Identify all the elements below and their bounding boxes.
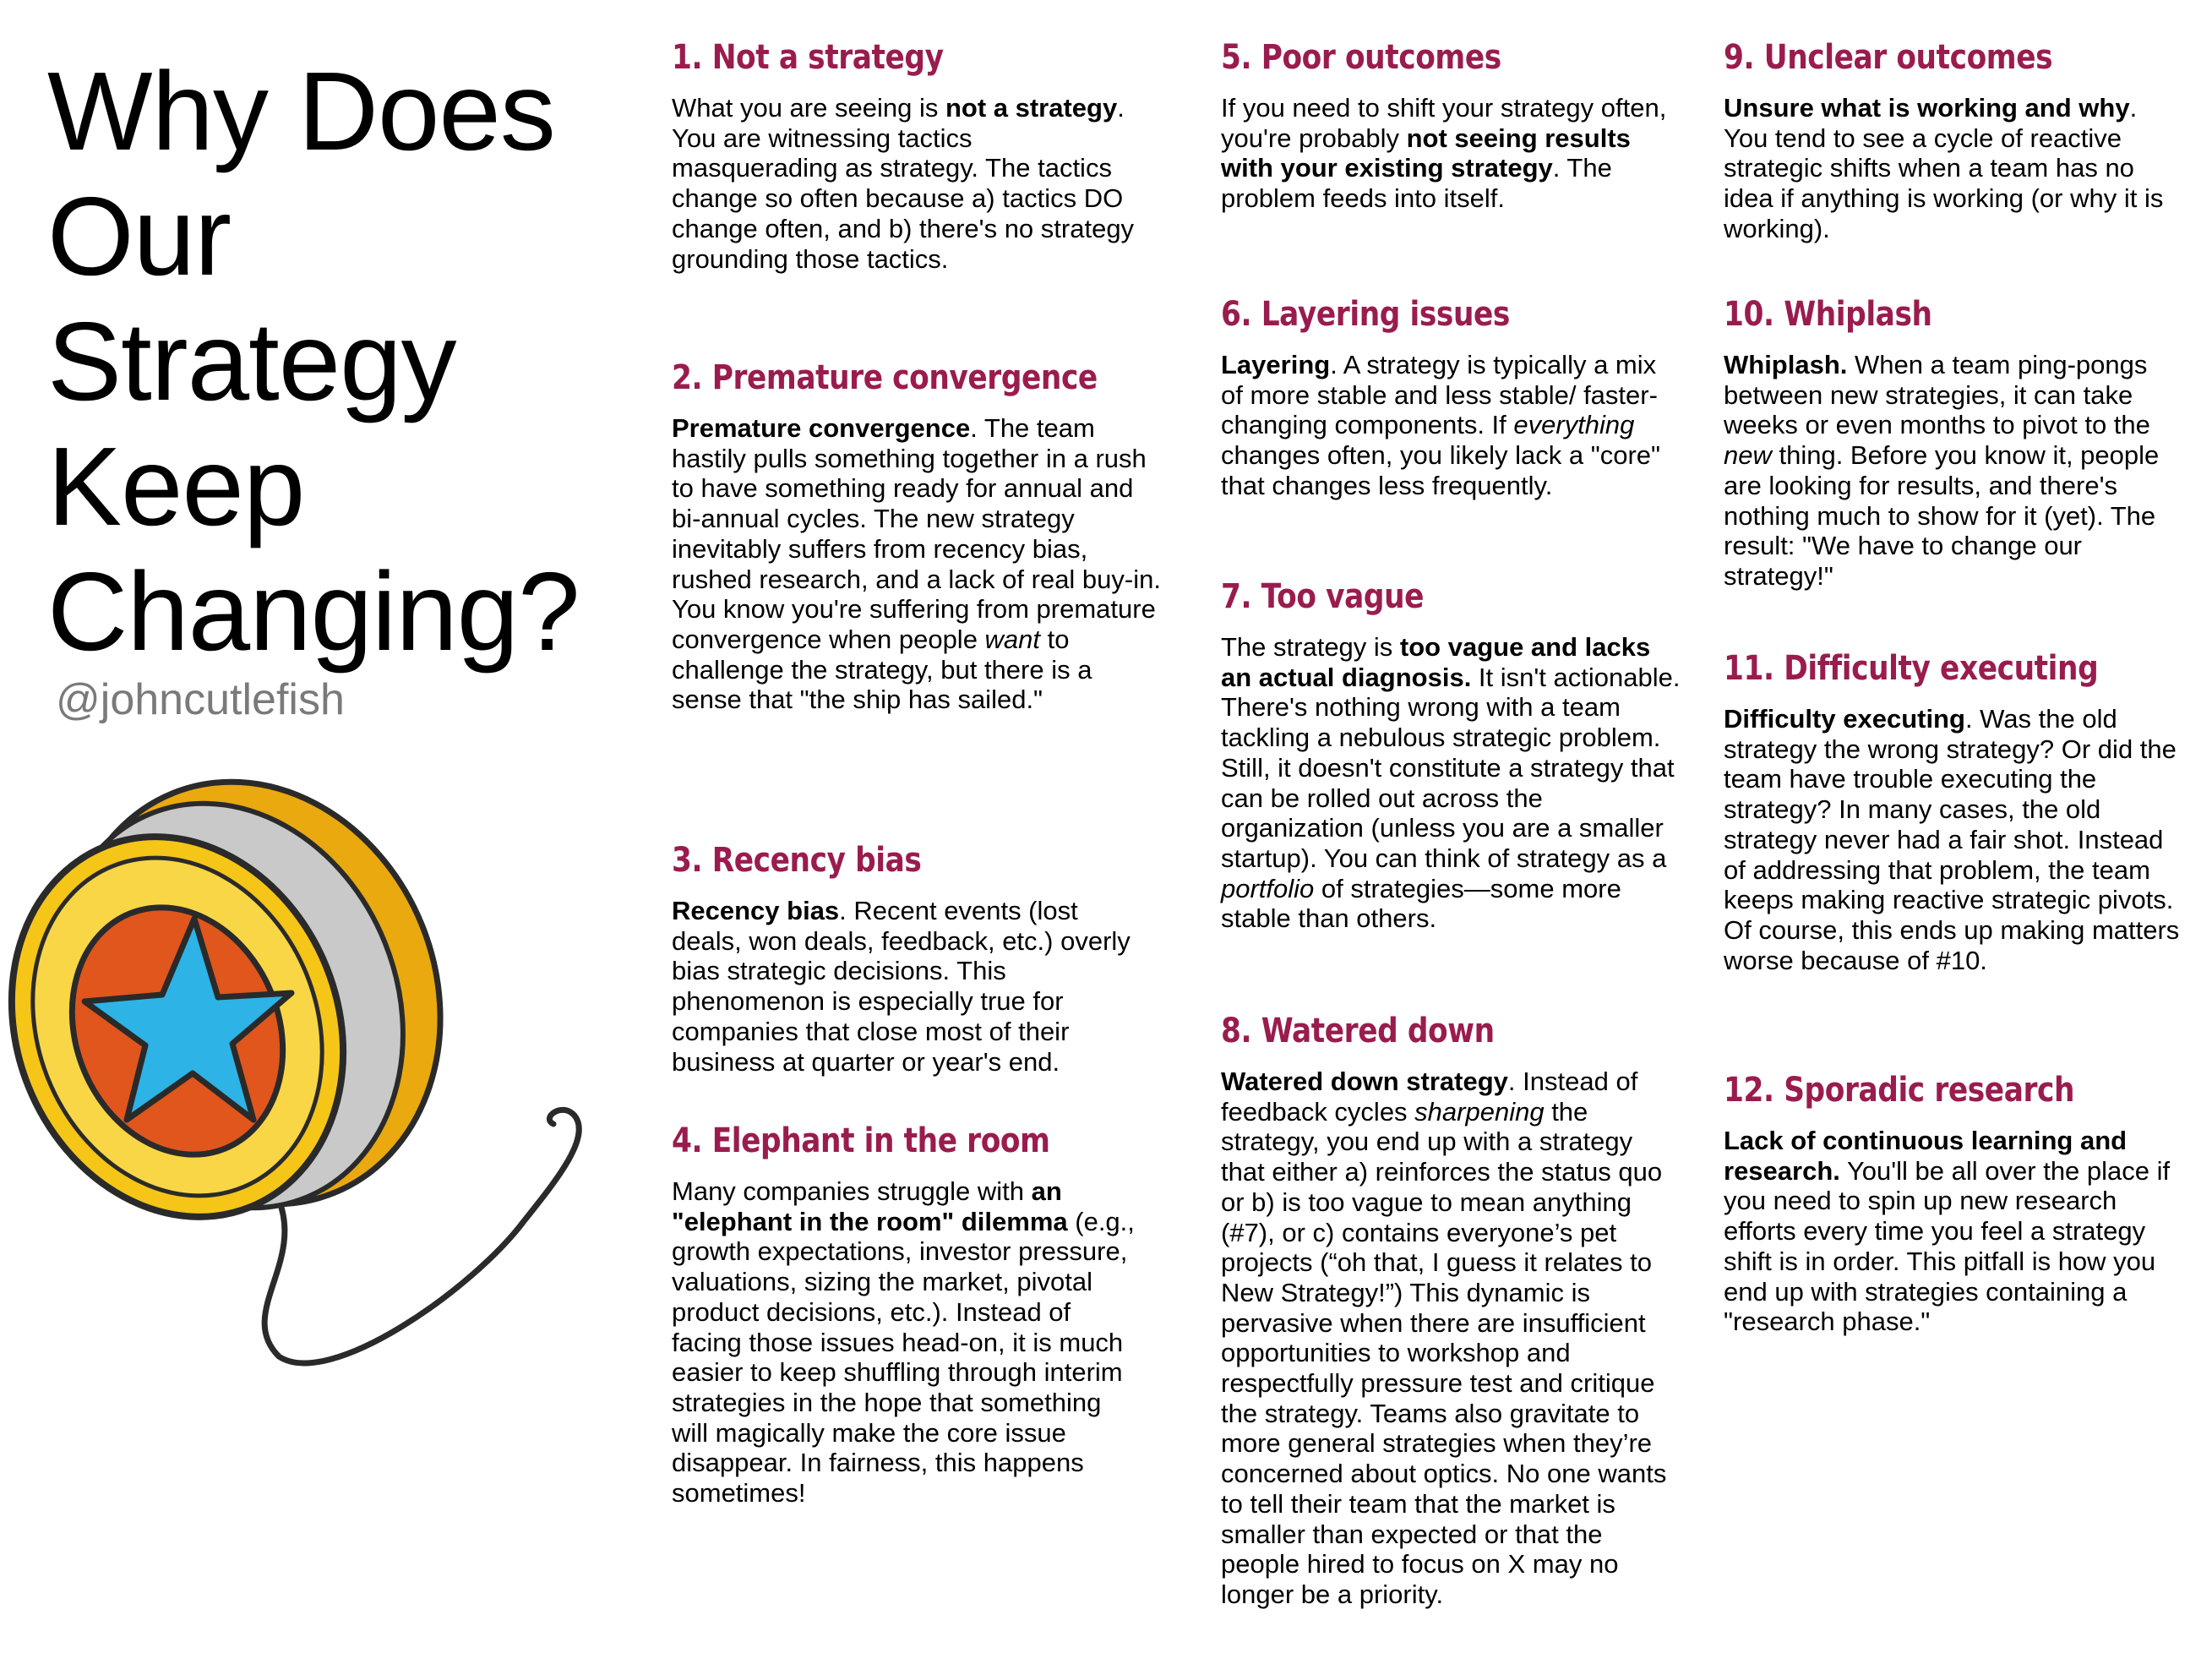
pitfall-text	[1221, 1067, 1681, 1610]
pitfall-heading: 11. Difficulty executing	[1724, 649, 2099, 688]
pitfall-heading: 3. Recency bias	[672, 841, 922, 880]
pitfall-heading: 9. Unclear outcomes	[1724, 38, 2053, 77]
italic-text: new	[1724, 440, 1772, 471]
pitfall-item	[672, 34, 1145, 274]
body-text: Many companies struggle with	[672, 1176, 1032, 1206]
title-line: Changing?	[47, 549, 580, 674]
pitfall-text	[672, 896, 1145, 1077]
bold-text: not a strategy	[945, 93, 1118, 123]
body-text: When a team ping-pongs between new strategies, it can take weeks or even months to pivot to the	[1724, 350, 2150, 440]
body-text: . You are witnessing tactics masquerading as strategy. The tactics change so often because a) tactics DO change often, and b) there's no strategy grounding those tactics.	[672, 93, 1135, 274]
pitfall-heading: 5. Poor outcomes	[1221, 38, 1501, 77]
body-text: . A strategy is typically a mix of more stable and less stable/ faster-changing components. If	[1221, 350, 1658, 440]
bold-text: Lack of continuous learning and research.	[1724, 1126, 2128, 1186]
pitfall-item	[1724, 34, 2180, 244]
italic-text: everything	[1513, 410, 1635, 440]
body-text: It isn't actionable. There's nothing wrong with a team tackling a nebulous strategic problem. Still, it doesn't constitute a strategy that can be rolled out across the organization (unless you are a smaller startup). You can think of strategy as a	[1221, 662, 1681, 873]
title-line: Strategy	[47, 299, 456, 423]
body-text: the strategy, you end up with a strategy that either a) reinforces the status quo or b) is too vague to mean anything (#7), or c) contains everyone’s pet projects (“oh that, I guess it relates to New Strategy!”) This dynamic is pervasive when there are insufficient opportunities to workshop and respectfully pressure test and critique the strategy. Teams also gravitate to more general strategies when they’re concerned about optics. No one wants to tell their team that the market is smaller than expected or that the people hired to focus on X may no longer be a priority.	[1221, 1096, 1667, 1609]
pitfall-heading: 1. Not a strategy	[672, 38, 944, 77]
yoyo-illustration-icon	[0, 765, 608, 1373]
pitfall-item	[1724, 645, 2180, 975]
pitfall-item	[1724, 1067, 2180, 1337]
pitfall-heading: 12. Sporadic research	[1724, 1071, 2075, 1110]
body-text: . Instead of feedback cycles	[1221, 1067, 1638, 1127]
bold-text: Whiplash.	[1724, 350, 1848, 379]
pitfall-heading: 7. Too vague	[1221, 577, 1425, 616]
bold-text: not seeing results with your existing strategy	[1221, 123, 1631, 183]
body-text: changes often, you likely lack a "core" that changes less frequently.	[1221, 440, 1661, 500]
bold-text: Unsure what is working and why	[1724, 93, 2130, 123]
title-block	[47, 49, 622, 674]
pitfall-text	[1724, 350, 2180, 592]
pitfall-text	[1221, 350, 1681, 501]
title-line: Why Does	[47, 49, 555, 173]
pitfall-text	[1724, 93, 2180, 244]
bold-text: Watered down strategy	[1221, 1067, 1508, 1096]
pitfall-item	[672, 354, 1167, 715]
pitfall-text	[672, 1176, 1145, 1509]
pitfall-item	[1221, 291, 1681, 501]
bold-text: too vague and lacks an actual diagnosis.	[1221, 632, 1651, 692]
bold-text: Premature convergence	[672, 413, 971, 443]
body-text: What you are seeing is	[672, 93, 945, 123]
pitfall-text	[672, 93, 1145, 274]
pitfall-heading: 10. Whiplash	[1724, 295, 1932, 334]
bold-text: Recency bias	[672, 896, 840, 925]
body-text: to challenge the strategy, but there is a sense that "the ship has sailed."	[672, 624, 1092, 715]
body-text: . The problem feeds into itself.	[1221, 153, 1612, 214]
page-title	[47, 49, 622, 674]
italic-text: sharpening	[1414, 1096, 1545, 1127]
pitfall-item	[1724, 291, 2180, 592]
body-text: (e.g., growth expectations, investor pressure, valuations, sizing the market, pivotal product decisions, etc.). Instead of facing those issues head-on, it is much easier to keep shuffling through interim strategies in the hope that something will magically make the core issue disappear. In fairness, this happens sometimes!	[672, 1206, 1135, 1509]
body-text: . Recent events (lost deals, won deals, feedback, etc.) overly bias strategic decisions. This phenomenon is especially true for companies that close most of their business at quarter or year's end.	[672, 896, 1131, 1077]
pitfall-text	[1221, 93, 1681, 214]
bold-text: Difficulty executing	[1724, 704, 1965, 734]
body-text: . The team hastily pulls something together in a rush to have something ready for annual and bi-annual cycles. The new strategy inevitably suffers from recency bias, rushed research, and a lack of real buy-in. You know you're suffering from premature convergence when people	[672, 413, 1161, 654]
body-text: thing. Before you know it, people are looking for results, and there's nothing much to show for it (yet). The result: "We have to change our strategy!"	[1724, 440, 2160, 591]
body-text: If you need to shift your strategy often, you're probably	[1221, 93, 1667, 153]
body-text: The strategy is	[1221, 632, 1400, 662]
pitfall-item	[1221, 34, 1681, 214]
italic-text: want	[984, 624, 1041, 654]
pitfall-item	[672, 837, 1145, 1077]
bold-text: Layering	[1221, 350, 1331, 379]
title-line: Keep	[47, 424, 305, 548]
pitfall-text	[672, 413, 1167, 715]
body-text: of strategies—some more stable than others.	[1221, 873, 1621, 934]
body-text: You'll be all over the place if you need to spin up new research efforts every time you feel a strategy shift is in order. This pitfall is how you end up with strategies containing a "research phase."	[1724, 1155, 2171, 1337]
pitfall-heading: 6. Layering issues	[1221, 295, 1510, 334]
bold-text: an "elephant in the room" dilemma	[672, 1176, 1068, 1236]
pitfall-text	[1221, 632, 1681, 934]
author-handle: @johncutlefish	[56, 675, 345, 724]
pitfall-item	[672, 1117, 1145, 1509]
pitfall-text	[1724, 704, 2180, 975]
pitfall-item	[1221, 1007, 1681, 1610]
pitfall-heading: 8. Watered down	[1221, 1012, 1495, 1050]
body-text: . You tend to see a cycle of reactive strategic shifts when a team has no idea if anything is working (or why it is working).	[1724, 93, 2164, 243]
pitfall-item	[1221, 573, 1681, 934]
title-line: Our	[47, 174, 232, 298]
pitfall-heading: 4. Elephant in the room	[672, 1121, 1050, 1160]
pitfall-heading: 2. Premature convergence	[672, 358, 1098, 397]
italic-text: portfolio	[1221, 873, 1315, 903]
pitfall-text	[1724, 1126, 2180, 1337]
body-text: . Was the old strategy the wrong strategy? Or did the team have trouble executing the strategy? In many cases, the old strategy never had a fair shot. Instead of addressing that problem, the team keeps making reactive strategic pivots. Of course, this ends up making matters worse because of #10.	[1724, 704, 2180, 975]
